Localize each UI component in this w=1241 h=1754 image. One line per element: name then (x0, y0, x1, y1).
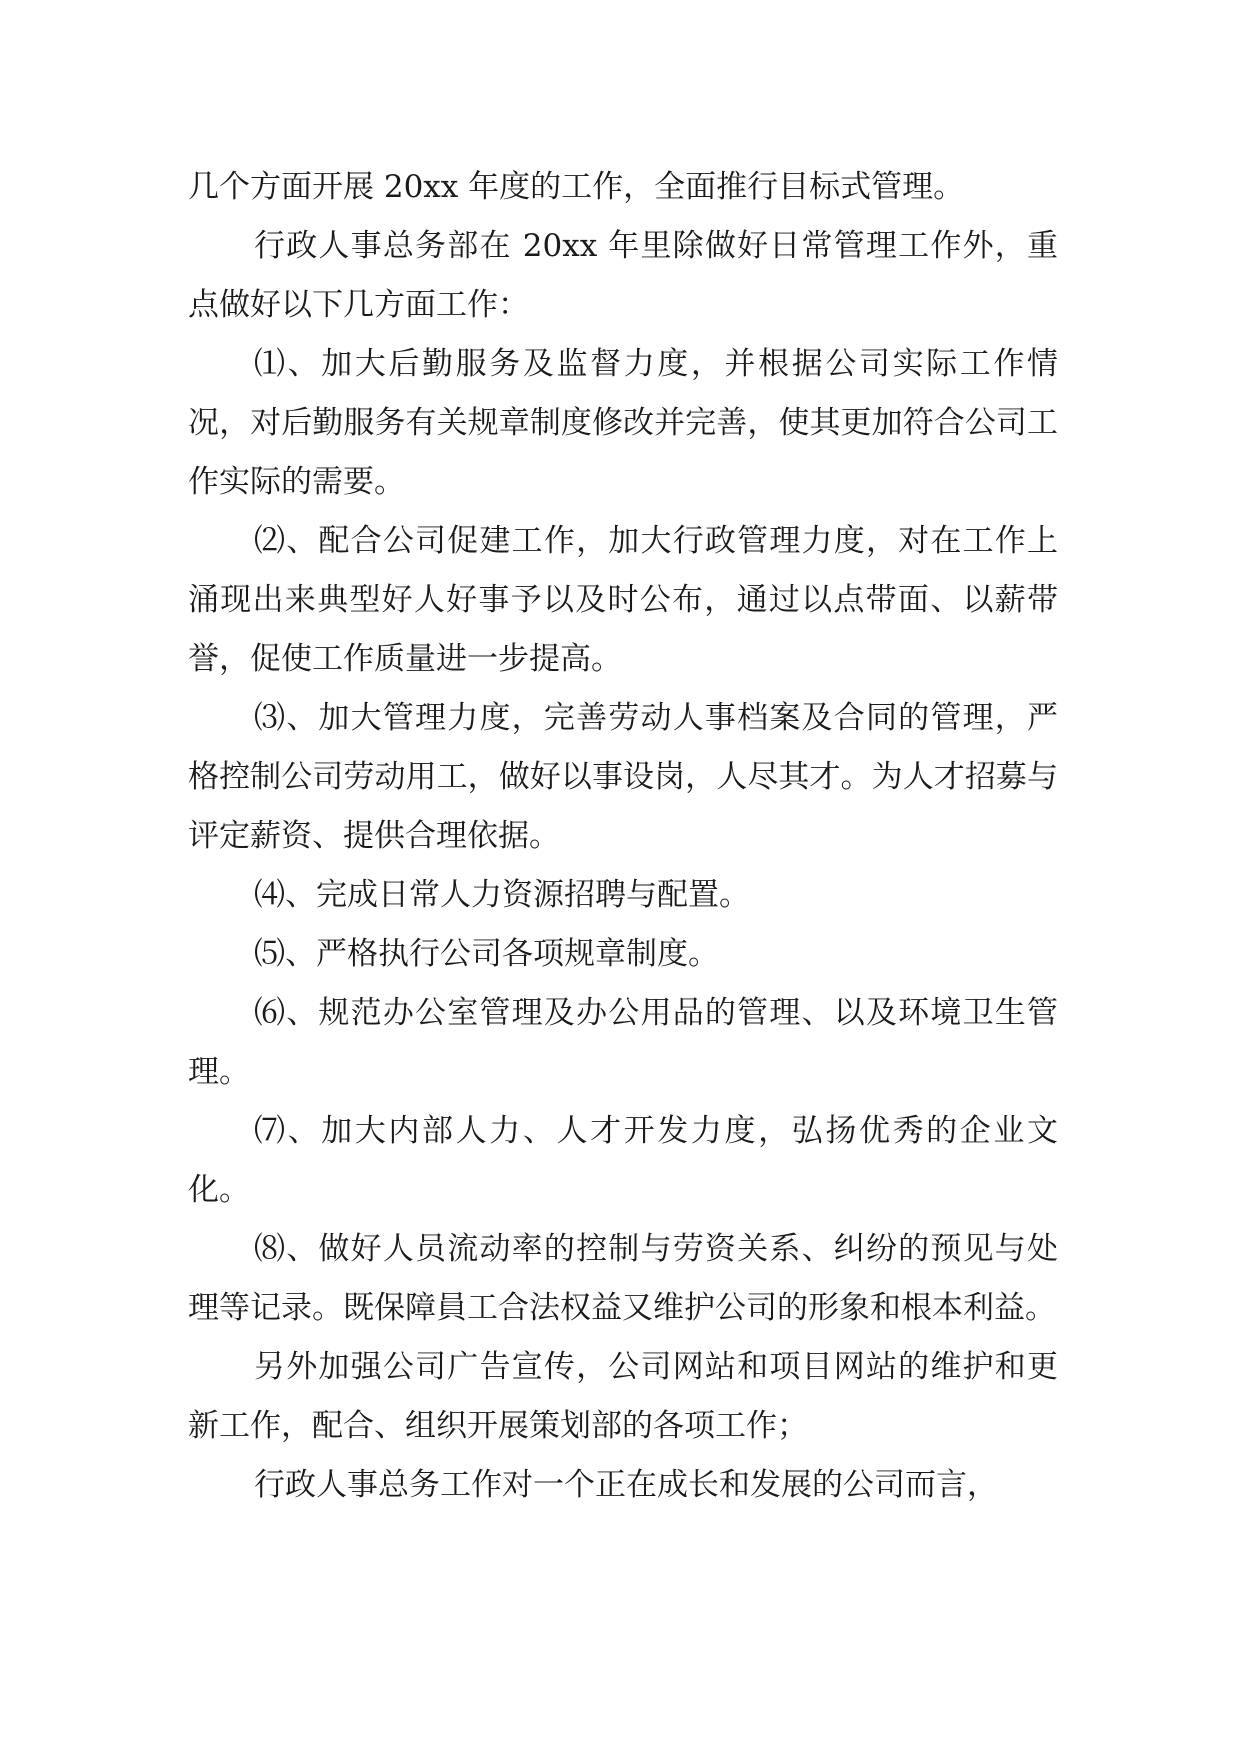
list-item-5: ⑸、严格执行公司各项规章制度。 (254, 936, 719, 972)
paragraph-additional: 另外加强公司广告宣传，公司网站和项目网站的维护和更新工作，配合、组织开展策划部的各项工作； (188, 1349, 1058, 1444)
paragraph-continuation: 几个方面开展 20xx 年度的工作，全面推行目标式管理。 (188, 169, 965, 205)
list-item-3: ⑶、加大管理力度，完善劳动人事档案及合同的管理，严格控制公司劳动用工，做好以事设岗，人尽其才。为人才招募与评定薪资、提供合理依据。 (188, 700, 1058, 854)
list-item-6: ⑹、规范办公室管理及办公用品的管理、以及环境卫生管理。 (188, 995, 1058, 1090)
document-body (188, 158, 1058, 1515)
paragraph-closing: 行政人事总务工作对一个正在成长和发展的公司而言， (254, 1467, 998, 1503)
paragraph-intro: 行政人事总务部在 20xx 年里除做好日常管理工作外，重点做好以下几方面工作： (188, 228, 1058, 323)
list-item-8: ⑻、做好人员流动率的控制与劳资关系、纠纷的预见与处理等记录。既保障員工合法权益又维护公司的形象和根本利益。 (188, 1231, 1058, 1326)
list-item-2: ⑵、配合公司促建工作，加大行政管理力度，对在工作上涌现出来典型好人好事予以及时公布，通过以点带面、以薪带誉，促使工作质量进一步提高。 (188, 523, 1058, 677)
list-item-4: ⑷、完成日常人力资源招聘与配置。 (254, 877, 750, 913)
list-item-1: ⑴、加大后勤服务及监督力度，并根据公司实际工作情况，对后勤服务有关规章制度修改并完善，使其更加符合公司工作实际的需要。 (188, 346, 1058, 500)
list-item-7: ⑺、加大内部人力、人才开发力度，弘扬优秀的企业文化。 (188, 1113, 1058, 1208)
